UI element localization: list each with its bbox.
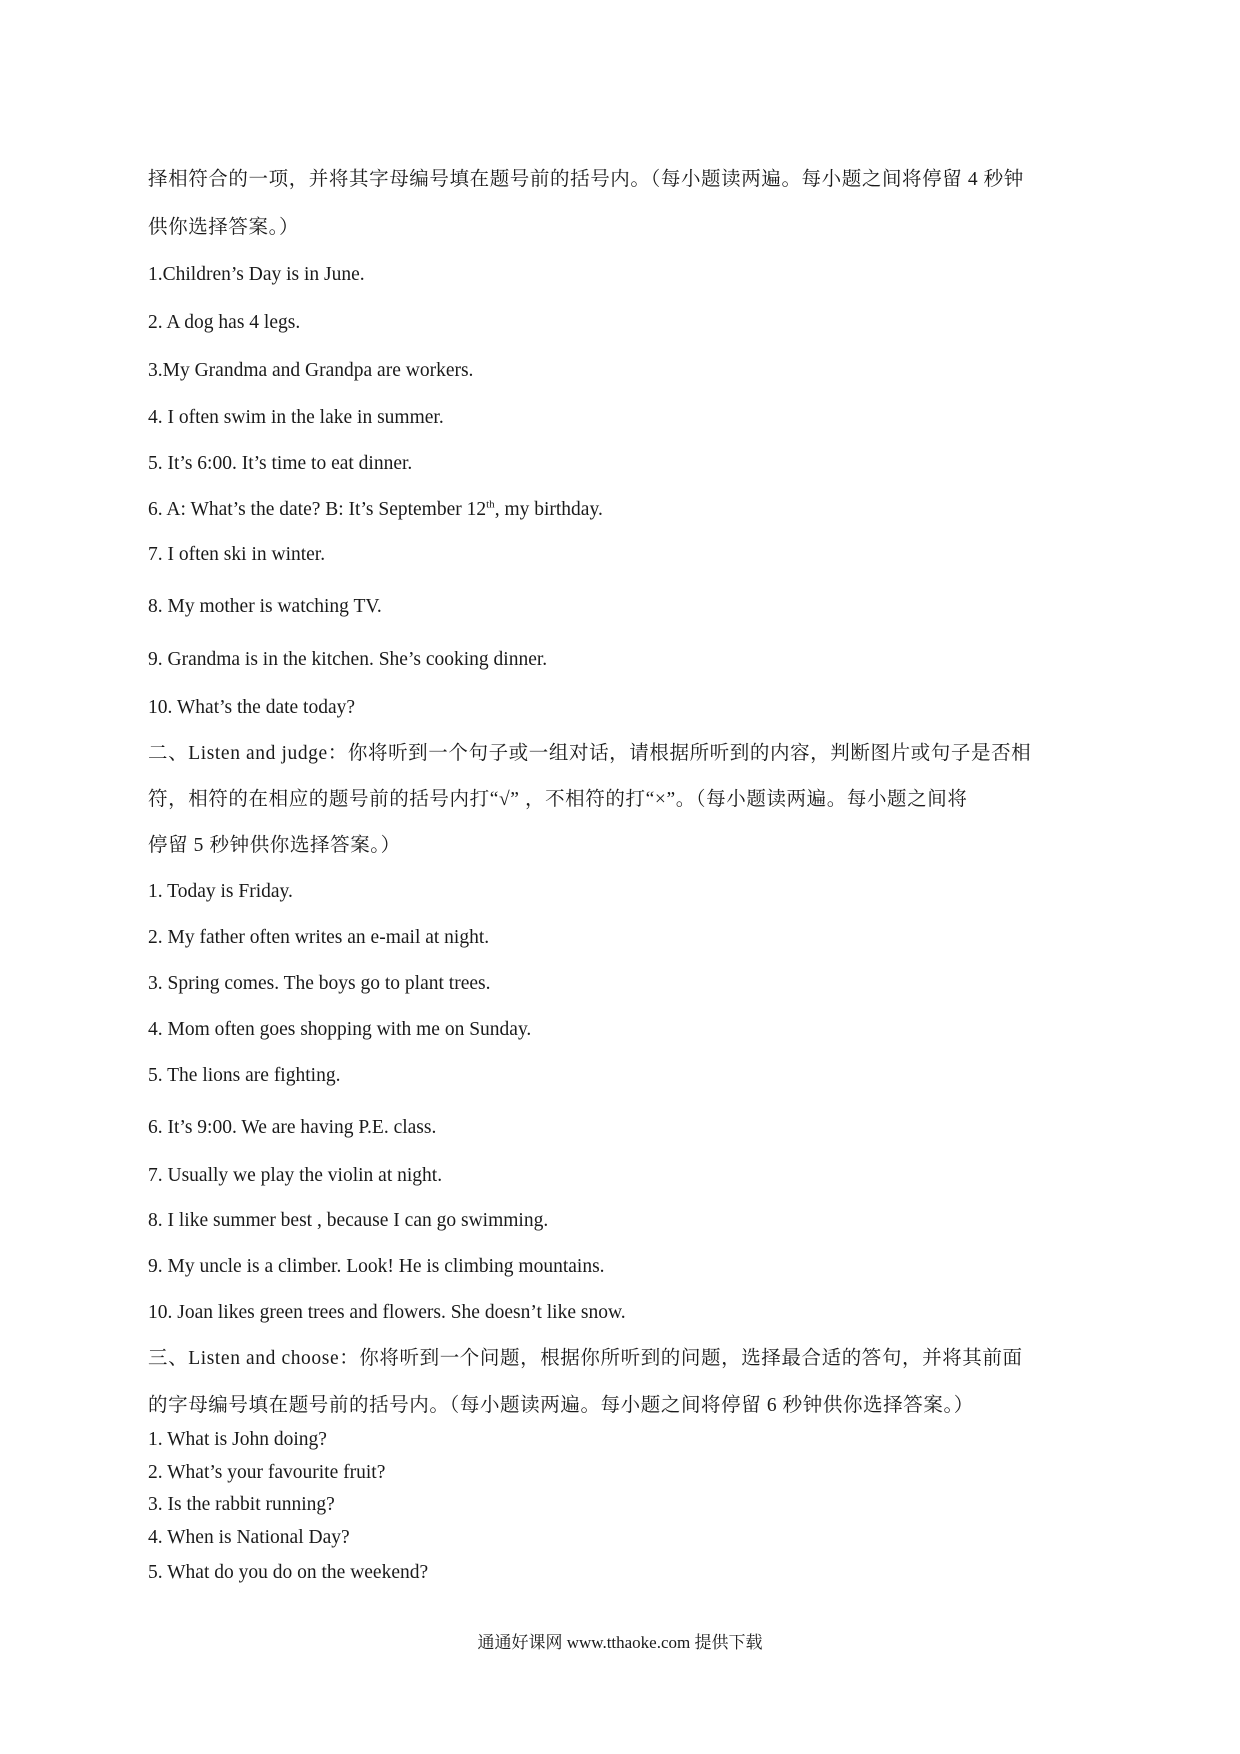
s3-item-4: 4. When is National Day? [148, 1527, 350, 1548]
s2-item-1: 1. Today is Friday. [148, 881, 293, 902]
s1-item-6-tail: , my birthday. [494, 499, 603, 520]
intro-line-1: 择相符合的一项，并将其字母编号填在题号前的括号内。（每小题读两遍。每小题之间将停留 4 秒钟 [148, 169, 1024, 190]
s3-item-3: 3. Is the rabbit running? [148, 1494, 335, 1515]
s3-item-1: 1. What is John doing? [148, 1429, 327, 1450]
s3-header-line-1: 三、Listen and choose：你将听到一个问题，根据你所听到的问题，选择最合适的答句，并将其前面 [148, 1348, 1023, 1369]
page-footer: 通通好课网 www.tthaoke.com 提供下载 [477, 1633, 763, 1652]
s2-item-5: 5. The lions are fighting. [148, 1065, 341, 1086]
s1-item-6-sup: th [486, 498, 495, 511]
s2-item-9: 9. My uncle is a climber. Look! He is climbing mountains. [148, 1256, 605, 1277]
s2-item-7: 7. Usually we play the violin at night. [148, 1165, 443, 1186]
s2-item-2: 2. My father often writes an e-mail at night. [148, 927, 490, 948]
s2-item-10: 10. Joan likes green trees and flowers. She doesn’t like snow. [148, 1302, 626, 1323]
s1-item-1: 1.Children’s Day is in June. [148, 264, 365, 285]
s1-item-3: 3.My Grandma and Grandpa are workers. [148, 360, 474, 381]
s3-item-5: 5. What do you do on the weekend? [148, 1562, 429, 1583]
s2-item-4: 4. Mom often goes shopping with me on Sunday. [148, 1019, 532, 1040]
s2-item-6: 6. It’s 9:00. We are having P.E. class. [148, 1117, 437, 1138]
intro-line-2: 供你选择答案。） [148, 217, 300, 238]
s1-item-6-text: 6. A: What’s the date? B: It’s September 12 [148, 499, 487, 520]
s1-item-2: 2. A dog has 4 legs. [148, 312, 301, 333]
s3-item-2: 2. What’s your favourite fruit? [148, 1462, 386, 1483]
s2-header-line-3: 停留 5 秒钟供你选择答案。） [148, 835, 401, 856]
s1-item-8: 8. My mother is watching TV. [148, 596, 382, 617]
s2-item-8: 8. I like summer best , because I can go swimming. [148, 1210, 549, 1231]
s1-item-6 [148, 498, 1098, 522]
s1-item-4: 4. I often swim in the lake in summer. [148, 407, 444, 428]
s2-header-line-1: 二、Listen and judge：你将听到一个句子或一组对话，请根据所听到的内容，判断图片或句子是否相 [148, 743, 1032, 764]
s1-item-9: 9. Grandma is in the kitchen. She’s cooking dinner. [148, 649, 548, 670]
s1-item-10: 10. What’s the date today? [148, 697, 356, 718]
s2-header-line-2: 符，相符的在相应的题号前的括号内打“√” ，不相符的打“×”。（每小题读两遍。每小题之间将 [148, 789, 968, 810]
s3-header-line-2: 的字母编号填在题号前的括号内。（每小题读两遍。每小题之间将停留 6 秒钟供你选择答案。） [148, 1395, 974, 1416]
s1-item-5: 5. It’s 6:00. It’s time to eat dinner. [148, 453, 413, 474]
s2-item-3: 3. Spring comes. The boys go to plant trees. [148, 973, 491, 994]
s1-item-7: 7. I often ski in winter. [148, 544, 326, 565]
